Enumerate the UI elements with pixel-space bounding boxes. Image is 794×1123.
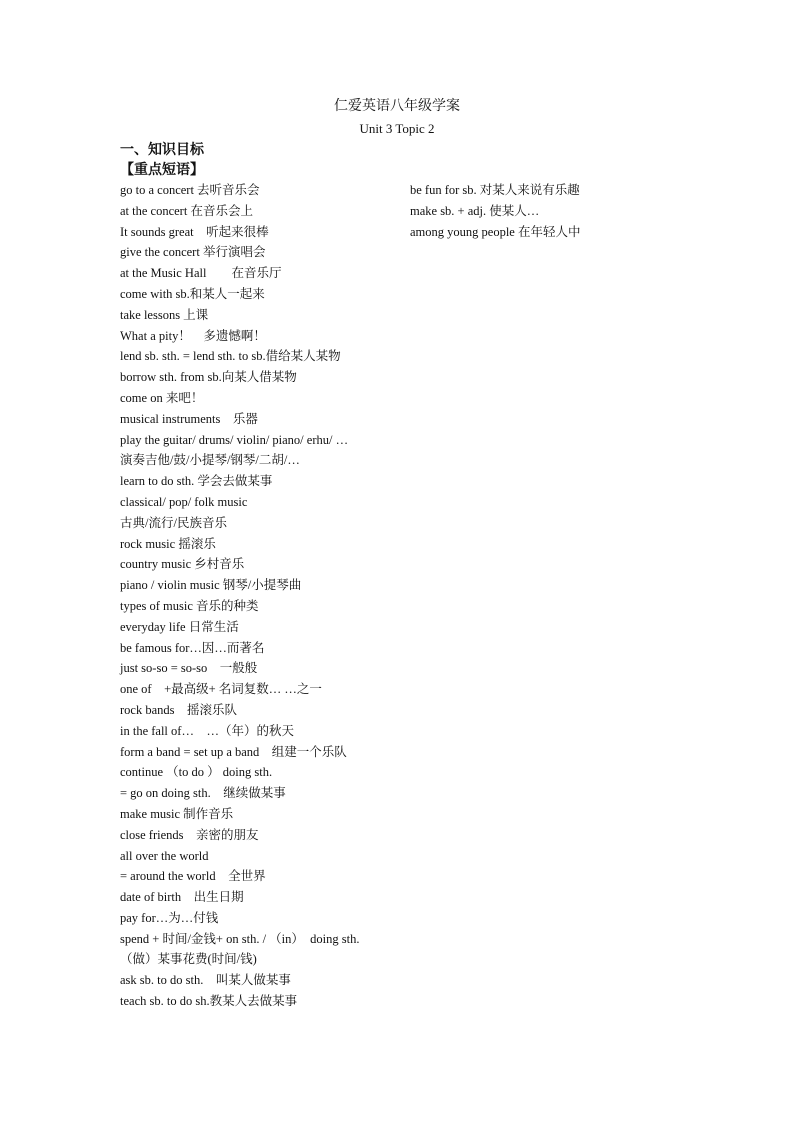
phrase-item: country music 乡村音乐 <box>120 557 245 572</box>
phrase-item: date of birth 出生日期 <box>120 890 244 905</box>
phrase-item: classical/ pop/ folk music <box>120 494 248 509</box>
phrase-item: come with sb.和某人一起来 <box>120 286 265 301</box>
phrase-item: be fun for sb. 对某人来说有乐趣 <box>410 183 580 197</box>
phrase-list-left <box>120 180 410 1012</box>
document-subtitle: Unit 3 Topic 2 <box>359 121 435 136</box>
phrase-item: （做）某事花费(时间/钱) <box>120 952 257 967</box>
phrase-item: It sounds great 听起来很棒 <box>120 224 269 239</box>
phrase-item: rock music 摇滚乐 <box>120 536 216 551</box>
phrase-item: lend sb. sth. = lend sth. to sb.借给某人某物 <box>120 349 341 364</box>
phrase-item: musical instruments 乐器 <box>120 411 258 426</box>
phrase-item: continue （to do ） doing sth. <box>120 765 273 780</box>
phrase-item: at the Music Hall 在音乐厅 <box>120 266 282 281</box>
phrase-list-right <box>410 180 700 242</box>
phrase-item: all over the world <box>120 848 209 863</box>
phrase-item: = go on doing sth. 继续做某事 <box>120 786 286 801</box>
phrase-item: 演奏吉他/鼓/小提琴/钢琴/二胡/… <box>120 453 300 468</box>
phrase-item: everyday life 日常生活 <box>120 619 239 634</box>
phrase-item: form a band = set up a band 组建一个乐队 <box>120 744 347 759</box>
section-heading: 一、知识目标 <box>120 142 204 158</box>
document-title: 仁爱英语八年级学案 <box>334 99 460 114</box>
phrase-item: rock bands 摇滚乐队 <box>120 702 237 717</box>
phrase-item: 古典/流行/民族音乐 <box>120 515 227 530</box>
phrase-item: = around the world 全世界 <box>120 869 266 884</box>
phrase-item: piano / violin music 钢琴/小提琴曲 <box>120 578 302 593</box>
phrase-item: play the guitar/ drums/ violin/ piano/ erhu/ … <box>120 432 349 447</box>
phrase-item: be famous for…因…而著名 <box>120 640 265 655</box>
section-subheading: 【重点短语】 <box>120 162 204 178</box>
phrase-item: go to a concert 去听音乐会 <box>120 183 260 197</box>
phrase-item: take lessons 上课 <box>120 307 209 322</box>
phrase-item: borrow sth. from sb.向某人借某物 <box>120 370 297 385</box>
phrase-item: in the fall of… …（年）的秋天 <box>120 723 294 738</box>
phrase-item: pay for…为…付钱 <box>120 910 219 925</box>
phrase-item: come on 来吧！ <box>120 390 204 405</box>
phrase-item: spend + 时间/金钱+ on sth. / （in） doing sth. <box>120 931 360 946</box>
phrase-item: at the concert 在音乐会上 <box>120 203 253 218</box>
phrase-item: make sb. + adj. 使某人… <box>410 203 540 218</box>
phrase-item: What a pity！ 多遗憾啊！ <box>120 328 266 343</box>
phrase-item: learn to do sth. 学会去做某事 <box>120 474 273 489</box>
phrase-item: make music 制作音乐 <box>120 806 234 821</box>
phrase-item: one of +最高级+ 名词复数… …之一 <box>120 682 322 697</box>
phrase-item: types of music 音乐的种类 <box>120 598 259 613</box>
phrase-item: close friends 亲密的朋友 <box>120 827 259 842</box>
phrase-item: ask sb. to do sth. 叫某人做某事 <box>120 973 291 988</box>
phrase-item: give the concert 举行演唱会 <box>120 245 266 260</box>
phrase-item: teach sb. to do sh.教某人去做某事 <box>120 994 298 1009</box>
phrase-item: just so-so = so-so 一般般 <box>120 661 258 676</box>
phrase-item: among young people 在年轻人中 <box>410 224 581 239</box>
